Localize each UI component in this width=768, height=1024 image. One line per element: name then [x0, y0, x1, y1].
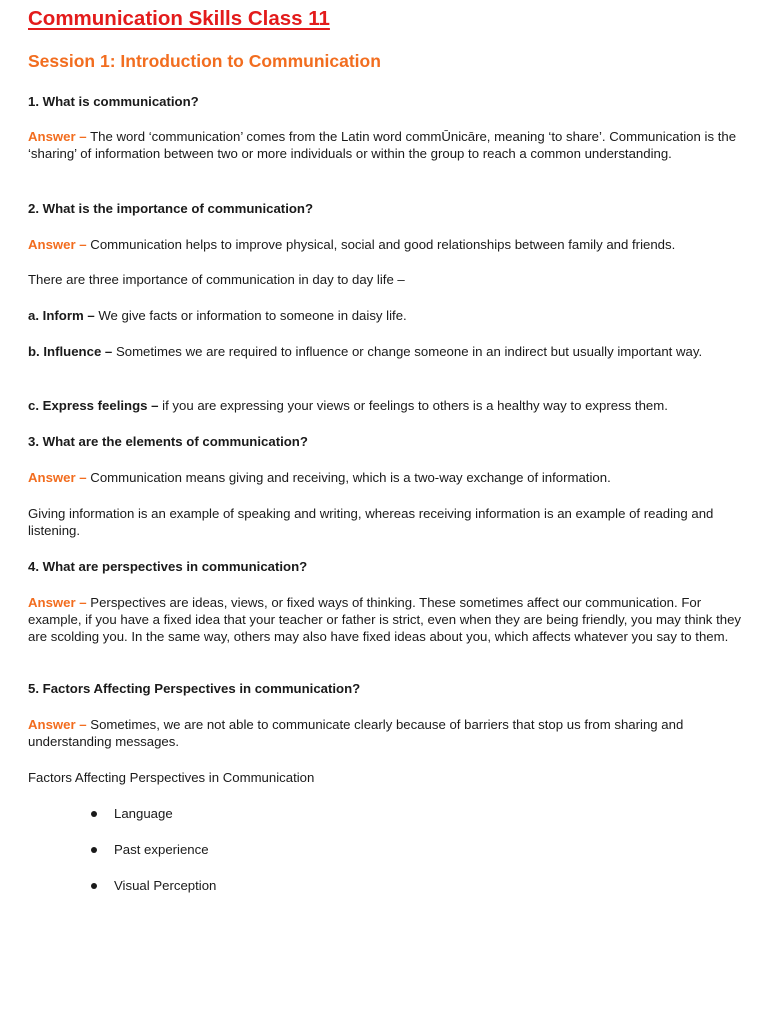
- question-3: 3. What are the elements of communication?: [28, 434, 308, 449]
- bullet-icon: [91, 811, 97, 817]
- point-text: Sometimes we are required to influence or change someone in an indirect but usually important way.: [112, 344, 703, 359]
- question-1: 1. What is communication?: [28, 94, 199, 109]
- point-text: if you are expressing your views or feelings to others is a healthy way to express them.: [158, 398, 668, 413]
- answer-label: Answer –: [28, 717, 87, 732]
- answer-1: [28, 128, 750, 162]
- list-item: [91, 877, 216, 894]
- answer-4-text: Perspectives are ideas, views, or fixed ways of thinking. These sometimes affect our communication. For example, if you have a fixed idea that your teacher or father is strict, even when they are being friendly, you may think they are scolding you. In the same way, others may also have fixed ideas about you, which affects whatever you say to them.: [28, 595, 741, 644]
- factor-label: Language: [114, 806, 173, 821]
- point-text: We give facts or information to someone in daisy life.: [94, 308, 407, 323]
- point-term: a. Inform –: [28, 308, 95, 323]
- answer-2-text: Communication helps to improve physical, social and good relationships between family and friends.: [86, 237, 676, 252]
- bullet-icon: [91, 847, 97, 853]
- answer-4: [28, 594, 750, 645]
- factor-label: Visual Perception: [114, 878, 217, 893]
- answer-1-text: The word ‘communication’ comes from the Latin word commŪnicāre, meaning ‘to share’. Communication is the ‘sharing’ of information between two or more individuals or within the group to reach a common understanding.: [28, 129, 737, 161]
- answer-3-text: Communication means giving and receiving, which is a two-way exchange of information.: [86, 470, 611, 485]
- answer-5-text: Sometimes, we are not able to communicate clearly because of barriers that stop us from sharing and understanding messages.: [28, 717, 684, 749]
- importance-point-express: [28, 397, 750, 414]
- point-term: c. Express feelings –: [28, 398, 159, 413]
- question-2: 2. What is the importance of communication?: [28, 201, 314, 216]
- factor-label: Past experience: [114, 842, 209, 857]
- answer-label: Answer –: [28, 470, 87, 485]
- answer-label: Answer –: [28, 595, 87, 610]
- elements-extra: Giving information is an example of speaking and writing, whereas receiving information is an example of reading and listening.: [28, 506, 714, 538]
- importance-point-inform: [28, 307, 750, 324]
- question-5: 5. Factors Affecting Perspectives in communication?: [28, 681, 361, 696]
- importance-intro: There are three importance of communication in day to day life –: [28, 272, 405, 287]
- answer-2: [28, 236, 750, 253]
- answer-3: [28, 469, 750, 486]
- list-item: [91, 805, 173, 822]
- session-title: Session 1: Introduction to Communication: [28, 51, 381, 71]
- question-4: 4. What are perspectives in communication?: [28, 559, 308, 574]
- answer-5: [28, 716, 750, 750]
- bullet-icon: [91, 883, 97, 889]
- point-term: b. Influence –: [28, 344, 113, 359]
- importance-point-influence: [28, 343, 750, 360]
- list-item: [91, 841, 209, 858]
- document-title: Communication Skills Class 11: [28, 7, 330, 30]
- answer-label: Answer –: [28, 237, 87, 252]
- answer-label: Answer –: [28, 129, 87, 144]
- factors-heading: Factors Affecting Perspectives in Communication: [28, 770, 315, 785]
